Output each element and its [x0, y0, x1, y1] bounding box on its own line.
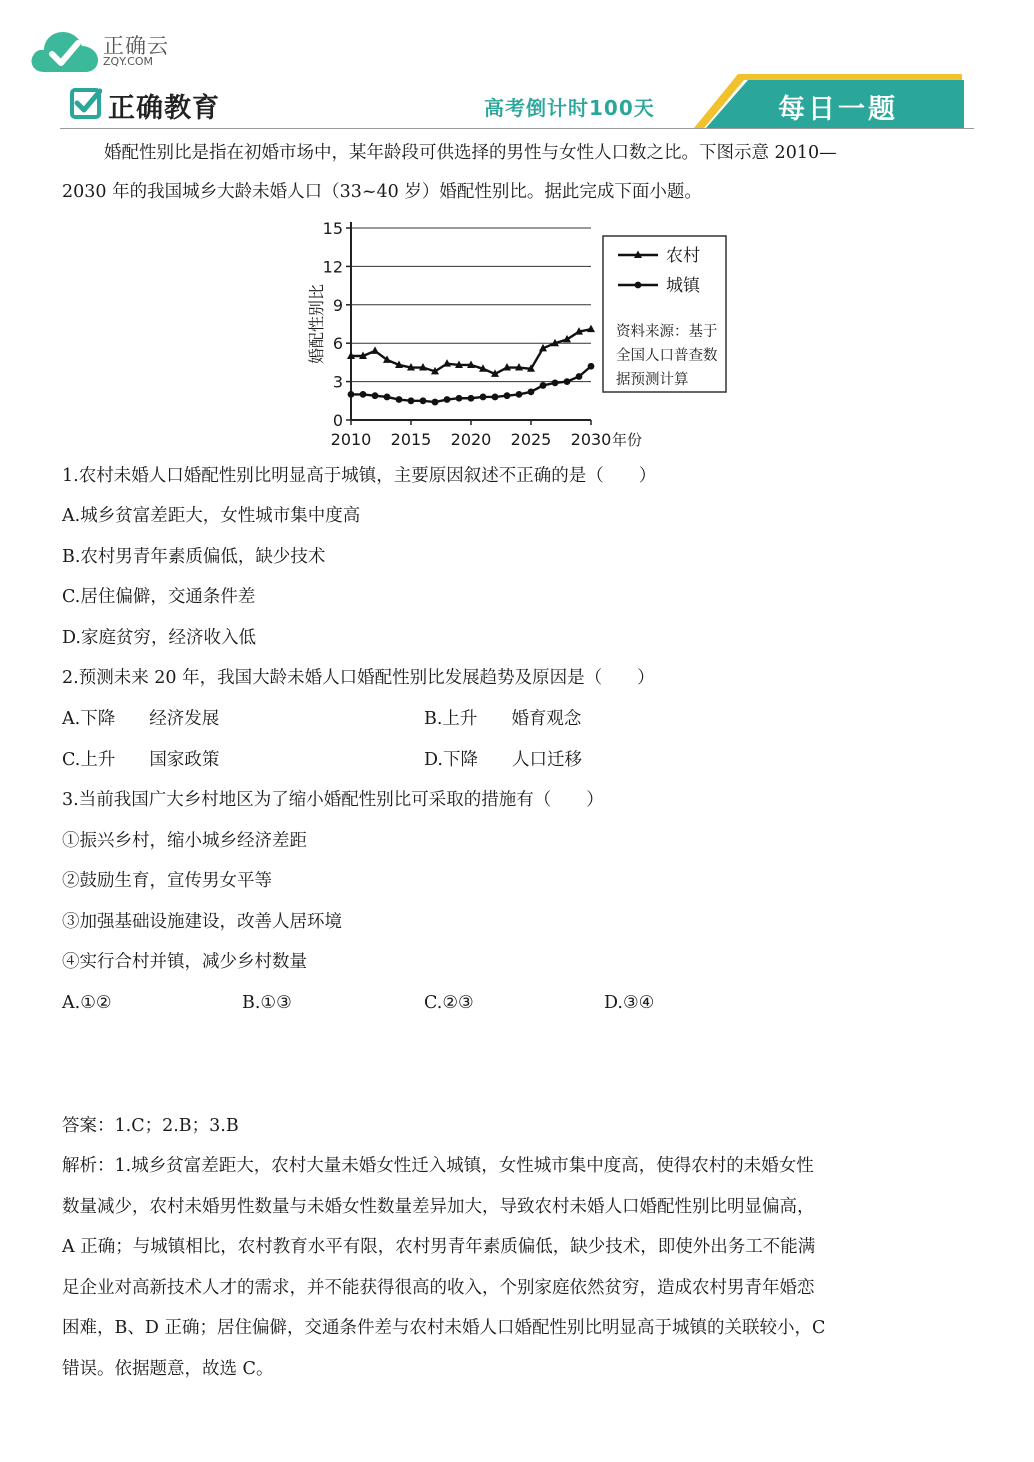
chart-legend — [603, 236, 726, 392]
q3-statement-3: ③加强基础设施建设，改善人居环境 — [62, 912, 342, 932]
analysis-line-5: 困难，B、D 正确；居住偏僻，交通条件差与农村未婚人口婚配性别比明显高于城镇的关联较小，C — [62, 1318, 826, 1338]
chart-data-point — [408, 397, 415, 404]
q2-option-c-text: 国家政策 — [149, 750, 220, 770]
chart-data-point — [480, 394, 487, 401]
q2-option-c-label: C.上升 — [62, 750, 116, 770]
chart-legend-label: 农村 — [666, 246, 700, 266]
chart-x-tick-label: 2025 — [510, 430, 552, 449]
analysis-line-4: 足企业对高新技术人才的需求，并不能获得很高的收入，个别家庭依然贫穷，造成农村男青年婚恋 — [62, 1278, 815, 1298]
chart-data-point — [348, 391, 355, 398]
chart-data-point — [576, 373, 583, 380]
q3-statement-2: ②鼓励生育，宣传男女平等 — [62, 871, 272, 891]
header-divider — [60, 128, 974, 129]
chart-data-point — [504, 392, 511, 399]
q2-option-b — [424, 699, 581, 739]
chart-data-point — [456, 395, 463, 402]
chart-data-point — [528, 388, 535, 395]
q2-option-d-text: 人口迁移 — [511, 750, 582, 770]
chart-data-point — [396, 396, 403, 403]
logo-domain: ZQY.COM — [103, 55, 154, 68]
brand-name: 正确教育 — [108, 93, 220, 124]
q1-option-c: C.居住偏僻，交通条件差 — [62, 587, 256, 607]
chart-axes — [351, 222, 591, 420]
chart-data-point — [492, 394, 499, 401]
q3-option-b: B.①③ — [242, 993, 292, 1013]
chart-legend-label: 城镇 — [666, 276, 700, 296]
chart-series — [347, 325, 595, 406]
q3-option-d: D.③④ — [604, 993, 655, 1013]
intro-line-1: 婚配性别比是指在初婚市场中，某年龄段可供选择的男性与女性人口数之比。下图示意 2010— — [104, 143, 837, 163]
chart-x-tick-label: 2020 — [450, 430, 492, 449]
chart-data-point — [564, 378, 571, 385]
q3-statement-1: ①振兴乡村，缩小城乡经济差距 — [62, 831, 307, 851]
chart-y-tick-label: 9 — [332, 295, 343, 315]
chart-data-point — [360, 391, 367, 398]
chart-legend-box — [603, 236, 726, 392]
chart-data-point — [516, 391, 523, 398]
analysis-line-2: 数量减少，农村未婚男性数量与未婚女性数量差异加大，导致农村未婚人口婚配性别比明显偏高， — [62, 1197, 815, 1217]
q3-option-c: C.②③ — [424, 993, 474, 1013]
chart-x-axis-label: 年份 — [612, 431, 643, 449]
analysis-line-1: 解析：1.城乡贫富差距大，农村大量未婚女性迁入城镇，女性城市集中度高，使得农村的未婚女性 — [62, 1156, 814, 1176]
chart-data-point — [468, 395, 475, 402]
chart-data-point — [420, 397, 427, 404]
marriage-sex-ratio-chart — [300, 212, 740, 457]
analysis-line-3: A 正确；与城镇相比，农村教育水平有限，农村男青年素质偏低，缺少技术，即使外出务工不能满 — [62, 1237, 816, 1257]
chart-x-tick-label: 2015 — [390, 430, 432, 449]
chart-data-point — [588, 363, 595, 370]
chart-series-rural — [347, 325, 595, 377]
question-1: 1.农村未婚人口婚配性别比明显高于城镇，主要原因叙述不正确的是（ ） — [62, 466, 657, 486]
brand-check-icon — [70, 88, 102, 120]
chart-data-point — [552, 379, 559, 386]
answer-key: 答案：1.C；2.B；3.B — [62, 1116, 239, 1136]
chart-source-note: 资料来源：基于 — [616, 324, 718, 340]
q2-option-b-label: B.上升 — [424, 709, 478, 729]
chart-data-point — [540, 382, 547, 389]
q2-option-a-text: 经济发展 — [149, 709, 220, 729]
q2-option-c — [62, 740, 219, 780]
chart-y-tick-label: 0 — [332, 411, 343, 430]
q2-option-d — [424, 740, 582, 780]
countdown-label: 高考倒计时100天 — [484, 96, 655, 120]
analysis-line-6: 错误。依据题意，故选 C。 — [62, 1359, 274, 1379]
logo-text: 正确云 — [103, 34, 169, 58]
chart-y-axis-label: 婚配性别比 — [307, 283, 326, 365]
chart-x-ticks — [331, 420, 612, 449]
chart-x-tick-label: 2030 — [570, 430, 612, 449]
chart-data-point — [371, 346, 379, 354]
q2-option-a-label: A.下降 — [62, 709, 116, 729]
chart-y-tick-label: 12 — [322, 257, 343, 277]
daily-question-title: 每日一题 — [778, 94, 898, 125]
chart-series-urban — [348, 363, 595, 406]
q3-statement-4: ④实行合村并镇，减少乡村数量 — [62, 952, 307, 972]
chart-source-note: 全国人口普查数 — [616, 348, 718, 364]
q2-option-a — [62, 699, 219, 739]
chart-data-point — [444, 396, 451, 403]
chart-y-tick-label: 15 — [322, 219, 343, 238]
q2-option-b-text: 婚育观念 — [511, 709, 582, 729]
intro-line-2: 2030 年的我国城乡大龄未婚人口（33~40 岁）婚配性别比。据此完成下面小题。 — [62, 182, 702, 202]
chart-data-point — [384, 394, 391, 401]
q1-option-d: D.家庭贫穷，经济收入低 — [62, 628, 256, 648]
chart-x-tick-label: 2010 — [330, 430, 372, 449]
chart-y-tick-label: 6 — [332, 334, 343, 354]
question-3: 3.当前我国广大乡村地区为了缩小婚配性别比可采取的措施有（ ） — [62, 790, 604, 810]
chart-legend-marker — [635, 282, 642, 289]
q1-option-a: A.城乡贫富差距大，女性城市集中度高 — [62, 506, 361, 526]
question-2: 2.预测未来 20 年，我国大龄未婚人口婚配性别比发展趋势及原因是（ ） — [62, 668, 655, 688]
chart-data-point — [372, 392, 379, 399]
chart-data-point — [432, 399, 439, 406]
chart-data-point — [587, 325, 595, 333]
q3-option-a: A.①② — [62, 993, 112, 1013]
chart-y-tick-label: 3 — [332, 372, 343, 392]
chart-y-ticks — [323, 219, 351, 430]
q1-option-b: B.农村男青年素质偏低，缺少技术 — [62, 547, 326, 567]
q2-option-d-label: D.下降 — [424, 750, 478, 770]
chart-source-note: 据预测计算 — [616, 372, 689, 388]
